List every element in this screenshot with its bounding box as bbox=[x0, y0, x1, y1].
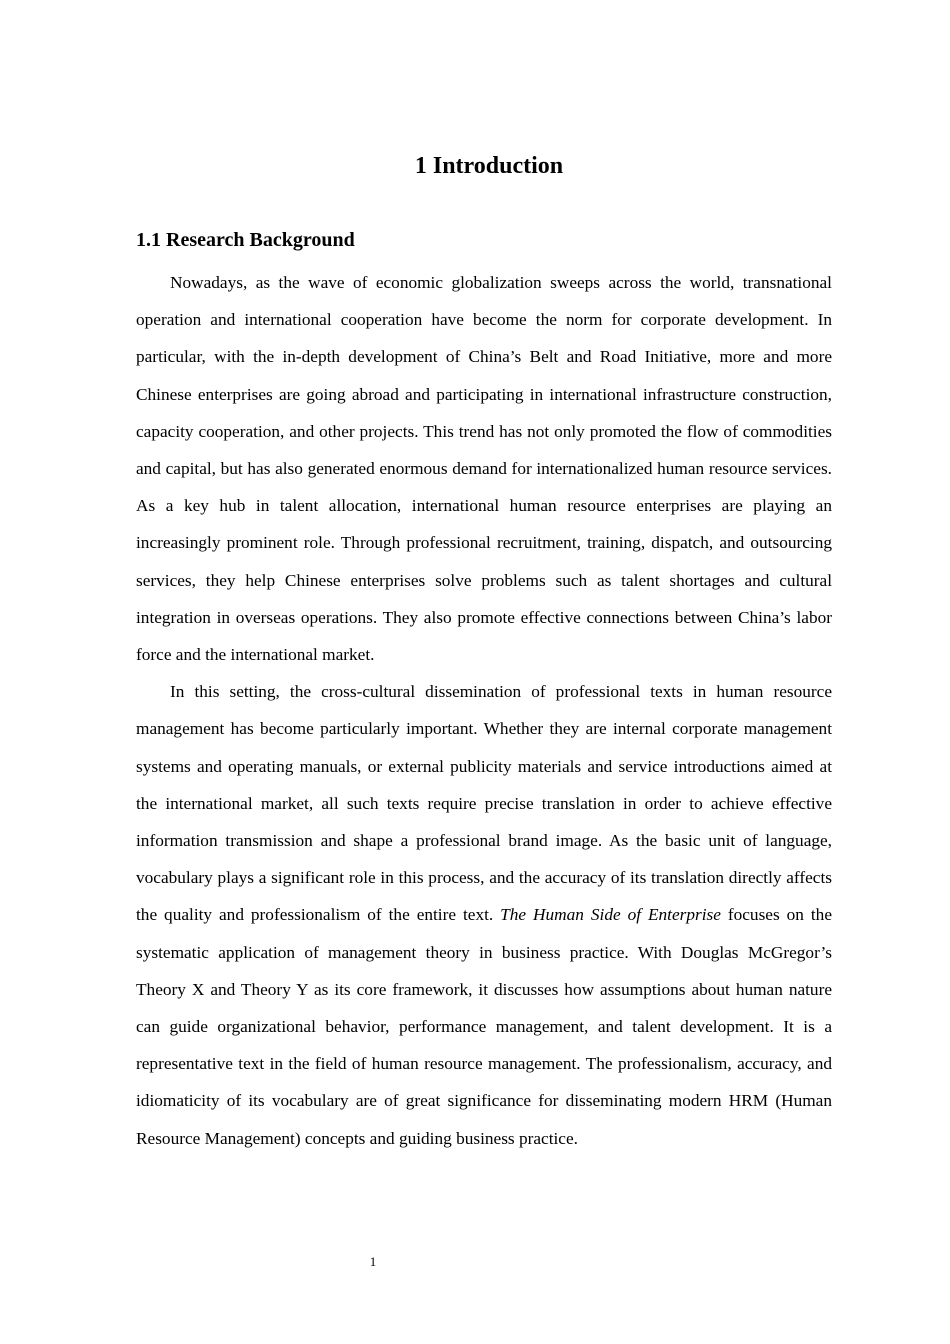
paragraph-2-text-before: In this setting, the cross-cultural dissemination of professional texts in human resource management has become particularly important. Whether they are internal corporate management systems and operating manuals, or external publicity materials and service introductions aimed at the international market, all such texts require precise translation in order to achieve effective information transmission and shape a professional brand image. As the basic unit of language, vocabulary plays a significant role in this process, and the accuracy of its translation directly affects the quality and professionalism of the entire text. bbox=[136, 682, 832, 925]
paragraph-2 bbox=[136, 673, 832, 1157]
page-number: 1 bbox=[369, 1254, 377, 1269]
body-text bbox=[136, 264, 832, 1157]
paragraph-1: Nowadays, as the wave of economic globalization sweeps across the world, transnational operation and international cooperation have become the norm for corporate development. In particular, with the in-depth development of China’s Belt and Road Initiative, more and more Chinese enterprises are going abroad and participating in international infrastructure construction, capacity cooperation, and other projects. This trend has not only promoted the flow of commodities and capital, but has also generated enormous demand for internationalized human resource services. As a key hub in talent allocation, international human resource enterprises are playing an increasingly prominent role. Through professional recruitment, training, dispatch, and outsourcing services, they help Chinese enterprises solve problems such as talent shortages and cultural integration in overseas operations. They also promote effective connections between China’s labor force and the international market. bbox=[136, 273, 832, 665]
chapter-title: 1 Introduction bbox=[414, 153, 564, 179]
section-title: 1.1 Research Background bbox=[136, 229, 355, 251]
paragraph-2-text-after: focuses on the systematic application of management theory in business practice. With Douglas McGregor’s Theory X and Theory Y as its core framework, it discusses how assumptions about human nature can guide organizational behavior, performance management, and talent development. It is a representative text in the field of human resource management. The professionalism, accuracy, and idiomaticity of its vocabulary are of great significance for disseminating modern HRM (Human Resource Management) concepts and guiding business practice. bbox=[136, 905, 832, 1148]
book-title: The Human Side of Enterprise bbox=[500, 905, 721, 925]
